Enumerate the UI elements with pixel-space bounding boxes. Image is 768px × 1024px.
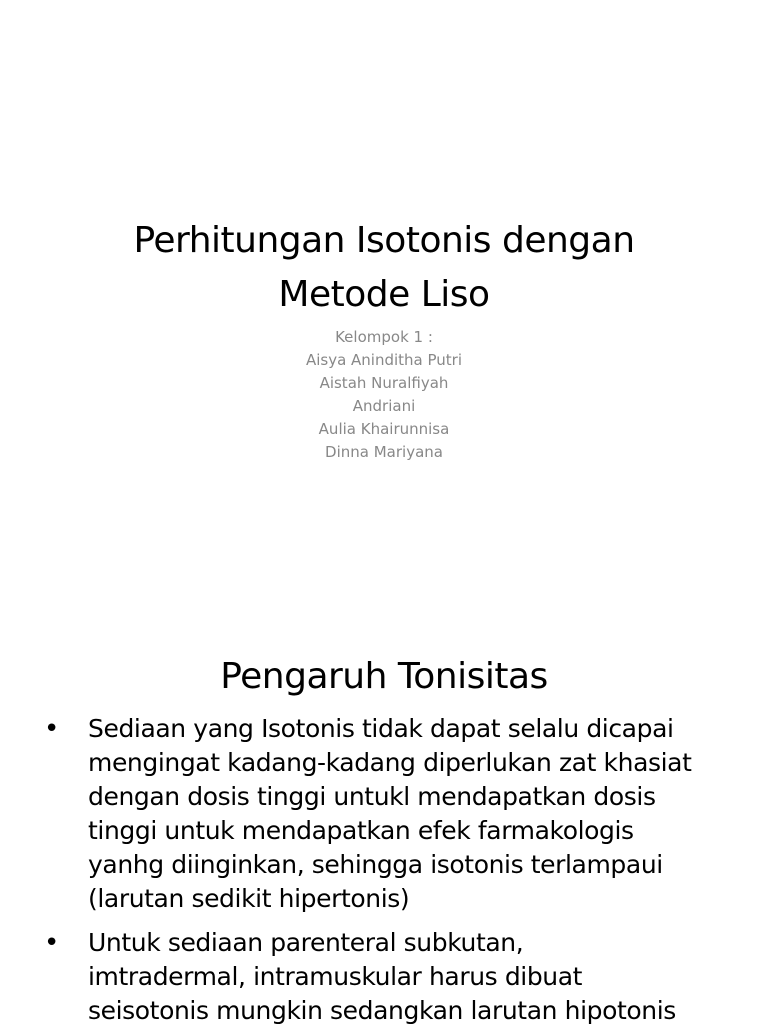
bullet-line: Untuk sediaan parenteral subkutan,	[88, 928, 524, 957]
bullet-line: tinggi untuk mendapatkan efek farmakologis	[88, 816, 634, 845]
bullet-line: Sediaan yang Isotonis tidak dapat selalu dicapai	[88, 714, 674, 743]
title-line: Metode Liso	[278, 274, 490, 316]
member-name: Aisya Aninditha Putri	[305, 351, 463, 369]
bullet-icon: •	[44, 928, 60, 958]
bullet-text	[88, 712, 740, 916]
bullet-line: dengan dosis tinggi untukl mendapatkan dosis	[88, 782, 656, 811]
bullet-line: imtradermal, intramuskular harus dibuat	[88, 962, 583, 991]
member-name: Dinna Mariyana	[325, 443, 443, 461]
bullet-list	[40, 712, 740, 1024]
bullet-item	[40, 926, 740, 1024]
bullet-line: seisotonis mungkin sedangkan larutan hipotonis	[88, 996, 676, 1024]
slide-content	[0, 576, 768, 1024]
bullet-item	[40, 712, 740, 916]
bullet-line: (larutan sedikit hipertonis)	[88, 884, 410, 913]
bullet-line: mengingat kadang-kadang diperlukan zat khasiat	[88, 748, 692, 777]
member-name: Andriani	[352, 397, 416, 415]
member-name: Aulia Khairunnisa	[318, 420, 450, 438]
group-members	[0, 326, 768, 464]
slide-title-heading	[0, 214, 768, 322]
member-name: Aistah Nuralfiyah	[319, 374, 449, 392]
group-label: Kelompok 1 :	[335, 328, 433, 346]
bullet-icon: •	[44, 714, 60, 744]
slide-heading: Pengaruh Tonisitas	[220, 655, 548, 697]
bullet-text	[88, 926, 740, 1024]
bullet-line: yanhg diinginkan, sehingga isotonis terlampaui	[88, 850, 663, 879]
title-line: Perhitungan Isotonis dengan	[133, 220, 635, 262]
